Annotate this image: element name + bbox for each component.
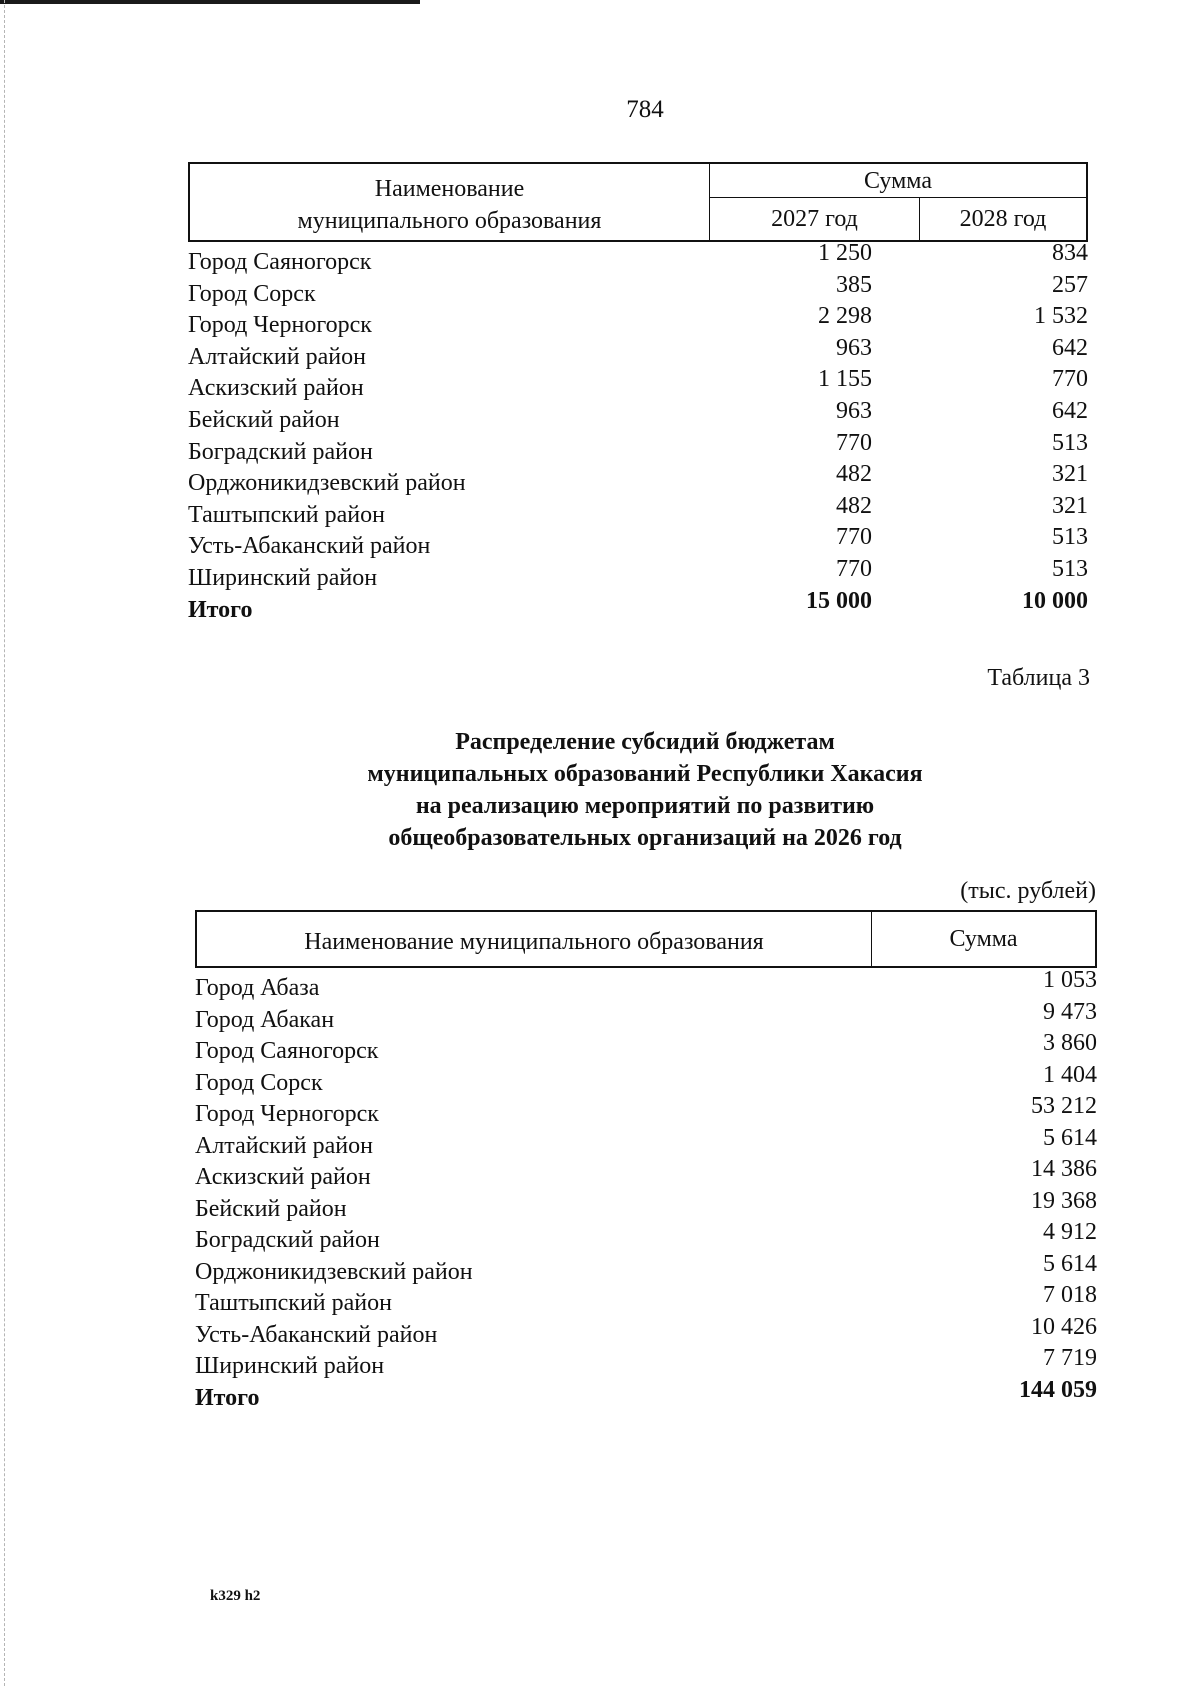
row-value-2027: 1 250 <box>818 240 872 266</box>
row-value-2027: 2 298 <box>818 303 872 330</box>
table2-header-sum: Сумма <box>949 926 1018 952</box>
row-value-2028: 321 <box>1052 461 1088 488</box>
row-value: 10 426 <box>1031 1313 1097 1340</box>
row-name: Ширинский район <box>195 1353 385 1379</box>
table1-header-name-line2: муниципального образования <box>297 208 602 234</box>
row-name: Город Абаза <box>195 975 320 1001</box>
document-code: k329 h2 <box>210 1588 261 1604</box>
total-value-2027: 15 000 <box>806 587 872 614</box>
row-name: Орджоникидзевский район <box>188 470 466 497</box>
row-name: Орджоникидзевский район <box>195 1258 473 1285</box>
row-value-2028: 513 <box>1052 555 1088 582</box>
table-row <box>195 1282 1097 1318</box>
row-value-2027: 482 <box>836 492 872 519</box>
table-title-line: общеобразовательных организаций на 2026 год <box>388 825 902 851</box>
table-row <box>188 397 1088 435</box>
table-row <box>195 967 1097 1003</box>
row-value: 53 212 <box>1031 1093 1097 1119</box>
row-value-2028: 834 <box>1052 240 1088 266</box>
row-value: 7 018 <box>1043 1282 1097 1308</box>
table1-body <box>188 240 1088 624</box>
table-row <box>188 524 1088 561</box>
row-name: Алтайский район <box>188 343 366 370</box>
row-name: Боградский район <box>195 1227 380 1253</box>
table-row <box>195 1124 1097 1161</box>
row-value: 3 860 <box>1043 1030 1097 1056</box>
table-row <box>195 1187 1097 1224</box>
row-value: 19 368 <box>1031 1187 1097 1214</box>
table1-header-name-line1: Наименование <box>374 176 525 202</box>
row-name: Город Саяногорск <box>195 1038 379 1064</box>
row-value-2028: 642 <box>1052 334 1088 361</box>
row-name: Город Сорск <box>195 1069 323 1096</box>
total-value: 144 059 <box>1019 1376 1097 1403</box>
table-title-line: муниципальных образований Республики Хакасия <box>367 761 923 787</box>
row-value: 4 912 <box>1043 1219 1097 1245</box>
page-number: 784 <box>626 96 664 123</box>
table-number-label: Таблица 3 <box>987 665 1090 691</box>
units-label: (тыс. рублей) <box>960 878 1096 904</box>
scan-edge-top <box>0 0 420 4</box>
row-value-2028: 1 532 <box>1034 303 1088 330</box>
row-name: Боградский район <box>188 438 373 465</box>
row-value: 1 404 <box>1043 1061 1097 1088</box>
table-row <box>195 1345 1097 1381</box>
row-value-2027: 963 <box>836 334 872 361</box>
row-value-2027: 770 <box>836 524 872 551</box>
table1-header <box>188 162 1088 242</box>
table-row <box>195 1250 1097 1287</box>
row-value: 5 614 <box>1043 1124 1097 1151</box>
total-value-2028: 10 000 <box>1022 587 1088 614</box>
row-value-2028: 642 <box>1052 397 1088 424</box>
row-name: Таштыпский район <box>188 501 385 528</box>
table-row <box>195 1313 1097 1350</box>
table-title <box>0 726 1200 854</box>
row-name: Аскизский район <box>188 375 364 402</box>
table2-header <box>195 910 1097 968</box>
row-name: Бейский район <box>188 406 340 433</box>
table-row <box>188 240 1088 277</box>
row-value-2027: 770 <box>836 429 872 456</box>
row-value: 14 386 <box>1031 1156 1097 1182</box>
row-value-2027: 770 <box>836 555 872 582</box>
row-value-2028: 257 <box>1052 271 1088 298</box>
table-row <box>195 1219 1097 1255</box>
row-value-2027: 482 <box>836 461 872 488</box>
row-value-2027: 1 155 <box>818 366 872 393</box>
table-row <box>188 334 1088 372</box>
table-row <box>188 303 1088 340</box>
table1-header-year-2028: 2028 год <box>959 206 1047 232</box>
row-name: Усть-Абаканский район <box>188 533 431 560</box>
table-row <box>188 555 1088 593</box>
table2-header-name: Наименование муниципального образования <box>197 912 872 966</box>
row-value: 9 473 <box>1043 998 1097 1025</box>
row-name: Город Черногорск <box>188 312 372 339</box>
row-name: Бейский район <box>195 1195 347 1222</box>
row-name: Усть-Абаканский район <box>195 1321 438 1348</box>
row-value-2027: 963 <box>836 397 872 424</box>
table2-body <box>195 967 1097 1412</box>
row-value-2028: 513 <box>1052 429 1088 456</box>
table-row <box>195 1093 1097 1129</box>
row-value: 5 614 <box>1043 1250 1097 1277</box>
table1-header-name-cell <box>190 164 710 240</box>
table-row <box>195 1156 1097 1192</box>
row-value-2027: 385 <box>836 271 872 298</box>
table-total-row <box>195 1376 1097 1413</box>
table-row <box>188 461 1088 498</box>
table-row <box>188 271 1088 309</box>
table-row <box>195 1061 1097 1098</box>
row-name: Город Абакан <box>195 1006 335 1033</box>
table-total-row <box>188 587 1088 625</box>
table1-header-year-2027: 2027 год <box>710 198 920 240</box>
row-name: Город Сорск <box>188 280 316 307</box>
table-title-line: на реализацию мероприятий по развитию <box>415 793 875 819</box>
table-row <box>188 492 1088 530</box>
row-value-2028: 513 <box>1052 524 1088 551</box>
row-value-2028: 770 <box>1052 366 1088 393</box>
row-name: Аскизский район <box>195 1164 371 1190</box>
row-value: 1 053 <box>1043 967 1097 993</box>
row-value-2028: 321 <box>1052 492 1088 519</box>
row-name: Город Черногорск <box>195 1101 379 1127</box>
table-row <box>195 998 1097 1035</box>
total-label: Итого <box>195 1384 260 1411</box>
table-title-line: Распределение субсидий бюджетам <box>455 729 835 755</box>
table1-header-sum: Сумма <box>710 164 1086 198</box>
table-row <box>188 429 1088 467</box>
row-name: Город Саяногорск <box>188 249 372 275</box>
table-row <box>195 1030 1097 1066</box>
total-label: Итого <box>188 596 253 623</box>
row-value: 7 719 <box>1043 1345 1097 1371</box>
row-name: Алтайский район <box>195 1132 373 1159</box>
table-row <box>188 366 1088 403</box>
row-name: Ширинский район <box>188 564 378 591</box>
row-name: Таштыпский район <box>195 1290 392 1316</box>
